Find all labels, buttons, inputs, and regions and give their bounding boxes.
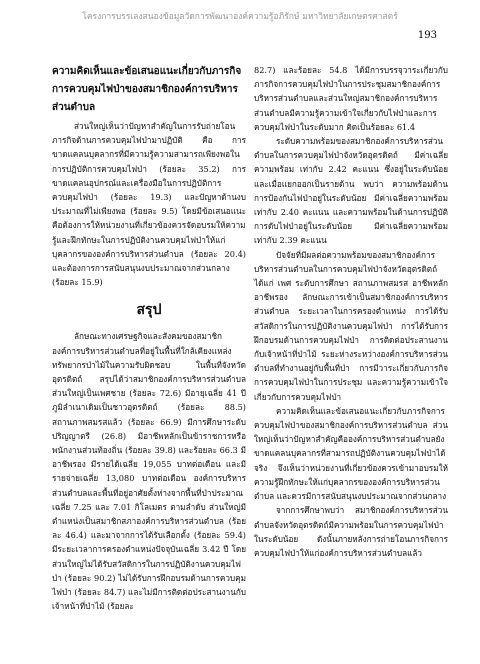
section-heading: ความคิดเห็นและข้อเสนอแนะเกี่ยวกับภารกิจการควบคุมไฟป่าของสมาชิกองค์การบริหารส่วนตำบล (52, 66, 242, 113)
body-paragraph: ปัจจัยที่มีผลต่อความพร้อมของสมาชิกองค์การบริหารส่วนตำบลในการควบคุมไฟป่าจังหวัดอุตรดิตถ์ ได้แก่ เพศ ระดับการศึกษา สถานภาพสมรส อาชีพหลัก อาชีพรอง ลักษณะการเข้าเป็นสมาชิกองค์การบริหารส่วนตำบล ระยะเวลาในการครองตำแหน่ง การได้รับสวัสดิการในการปฏิบัติงานควบคุมไฟป่า การได้รับการฝึกอบรมด้านการควบคุมไฟป่า การติดต่อประสานงานกับเจ้าหน้าที่ป่าไม้ ระยะห่างระหว่างองค์การบริหารส่วนตำบลที่ทำงานอยู่กับพื้นที่ป่า การมีวาระเกี่ยวกับภารกิจการควบคุมไฟป่าในการประชุม และความรู้ความเข้าใจเกี่ยวกับการควบคุมไฟป่า (254, 249, 448, 402)
body-paragraph: ลักษณะทางเศรษฐกิจและสังคมของสมาชิกองค์การบริหารส่วนตำบลที่อยู่ในพื้นที่ใกล้เคียงแหล่งทรัพยากรป่าไม้ในความรับผิดชอบ ในพื้นที่จังหวัดอุตรดิตถ์ สรุปได้ว่าสมาชิกองค์การบริหารส่วนตำบลส่วนใหญ่เป็นเพศชาย (ร้อยละ 72.6) มีอายุเฉลี่ย 41 ปี ภูมิลำเนาเดิมเป็นชาวอุตรดิตถ์ (ร้อยละ 88.5) สถานภาพสมรสแล้ว (ร้อยละ 66.9) มีการศึกษาระดับปริญญาตรี (26.8) มีอาชีพหลักเป็นข้าราชการหรือพนักงานส่วนท้องถิ่น (ร้อยละ 39.8) และร้อยละ 66.3 มีอาชีพรอง มีรายได้เฉลี่ย 19,055 บาทต่อเดือน และมีรายจ่ายเฉลี่ย 13,080 บาทต่อเดือน องค์การบริหารส่วนตำบลและพื้นที่อยู่อาศัยตั้งห่างจากพื้นที่ป่าประมาณเฉลี่ย 7.25 และ 7.01 กิโลเมตร ตามลำดับ ส่วนใหญ่มีตำแหน่งเป็นสมาชิกสภาองค์การบริหารส่วนตำบล (ร้อยละ 46.4) และมาจากการได้รับเลือกตั้ง (ร้อยละ 59.4) มีระยะเวลาการครองตำแหน่งปัจจุบันเฉลี่ย 3.42 ปี โดยส่วนใหญ่ไม่ได้รับสวัสดิการในการปฏิบัติงานควบคุมไฟป่า (ร้อยละ 90.2) ไม่ได้รับการฝึกอบรมด้านการควบคุมไฟป่า (ร้อยละ 84.7) และไม่มีการติดต่อประสานงานกับเจ้าหน้าที่ป่าไม้ (ร้อยละ (52, 331, 246, 612)
body-paragraph: ความคิดเห็นและข้อเสนอแนะเกี่ยวกับภารกิจการควบคุมไฟป่าของสมาชิกองค์การบริหารส่วนตำบล ส่วนใหญ่เห็นว่าปัญหาสำคัญคือองค์การบริหารส่วนตำบลยังขาดแคลนบุคลากรที่สามารถปฏิบัติงานควบคุมไฟป่าได้จริง จึงเห็นว่าหน่วยงานที่เกี่ยวข้องควรเข้ามาอบรมให้ความรู้ฝึกทักษะให้แก่บุคลากรขององค์การบริหารส่วนตำบล และควรมีการสนับสนุนงบประมาณจากส่วนกลาง (254, 405, 448, 502)
right-column (254, 63, 448, 560)
running-header: โครงการบรรเลงสนองข้อมูลวัดการพัฒนาองค์ความรู้อภิรักษ์ มหาวิทยาลัยเกษตรศาสตร์ (82, 12, 398, 22)
body-paragraph: จากการศึกษาพบว่า สมาชิกองค์การบริหารส่วนตำบลจังหวัดอุตรดิตถ์มีความพร้อมในการควบคุมไฟป่าในระดับน้อย ดังนั้นภายหลังการถ่ายโอนภารกิจการควบคุมไฟป่าให้แก่องค์การบริหารส่วนตำบลแล้ว (254, 505, 448, 558)
body-paragraph: ระดับความพร้อมของสมาชิกองค์การบริหารส่วนตำบลในการควบคุมไฟป่าจังหวัดอุตรดิตถ์ มีค่าเฉลี่ยความพร้อม เท่ากับ 2.42 คะแนน ซึ่งอยู่ในระดับน้อย และเมื่อแยกออกเป็นรายด้าน พบว่า ความพร้อมด้านการป้องกันไฟป่าอยู่ในระดับน้อย มีค่าเฉลี่ยความพร้อมเท่ากับ 2.40 คะแนน และความพร้อมในด้านการปฏิบัติการดับไฟป่าอยู่ในระดับน้อย มีค่าเฉลี่ยความพร้อมเท่ากับ 2.39 คะแนน (254, 136, 448, 246)
body-paragraph-continued: 82.7) และร้อยละ 54.8 ได้มีการบรรจุวาระเกี่ยวกับภารกิจการควบคุมไฟป่าในการประชุมสมาชิกองค์การบริหารส่วนตำบลและส่วนใหญ่สมาชิกองค์การบริหารส่วนตำบลมีความรู้ความเข้าใจเกี่ยวกับไฟป่าและการควบคุมไฟป่าในระดับมาก คิดเป็นร้อยละ 61.4 (254, 65, 448, 132)
body-paragraph: ส่วนใหญ่เห็นว่าปัญหาสำคัญในการรับถ่ายโอนภารกิจด้านการควบคุมไฟป่ามาปฏิบัติ คือ การขาดแคลนบุคลากรที่มีความรู้ความสามารถเพียงพอในการปฏิบัติการควบคุมไฟป่า (ร้อยละ 35.2) การขาดแคลนอุปกรณ์และเครื่องมือในการปฏิบัติการควบคุมไฟป่า (ร้อยละ 19.3) และปัญหาด้านงบประมาณที่ไม่เพียงพอ (ร้อยละ 9.5) โดยมีข้อเสนอแนะคือต้องการให้หน่วยงานที่เกี่ยวข้องควรจัดอบรมให้ความรู้และฝึกทักษะในการปฏิบัติงานควบคุมไฟป่าให้แก่บุคลากรขององค์การบริหารส่วนตำบล (ร้อยละ 20.4) และต้องการการสนับสนุนงบประมาณจากส่วนกลาง (ร้อยละ 15.9) (52, 121, 246, 288)
left-column (52, 63, 246, 614)
section-title-conclusion: สรุป (136, 302, 162, 319)
page-number: 193 (417, 30, 437, 41)
